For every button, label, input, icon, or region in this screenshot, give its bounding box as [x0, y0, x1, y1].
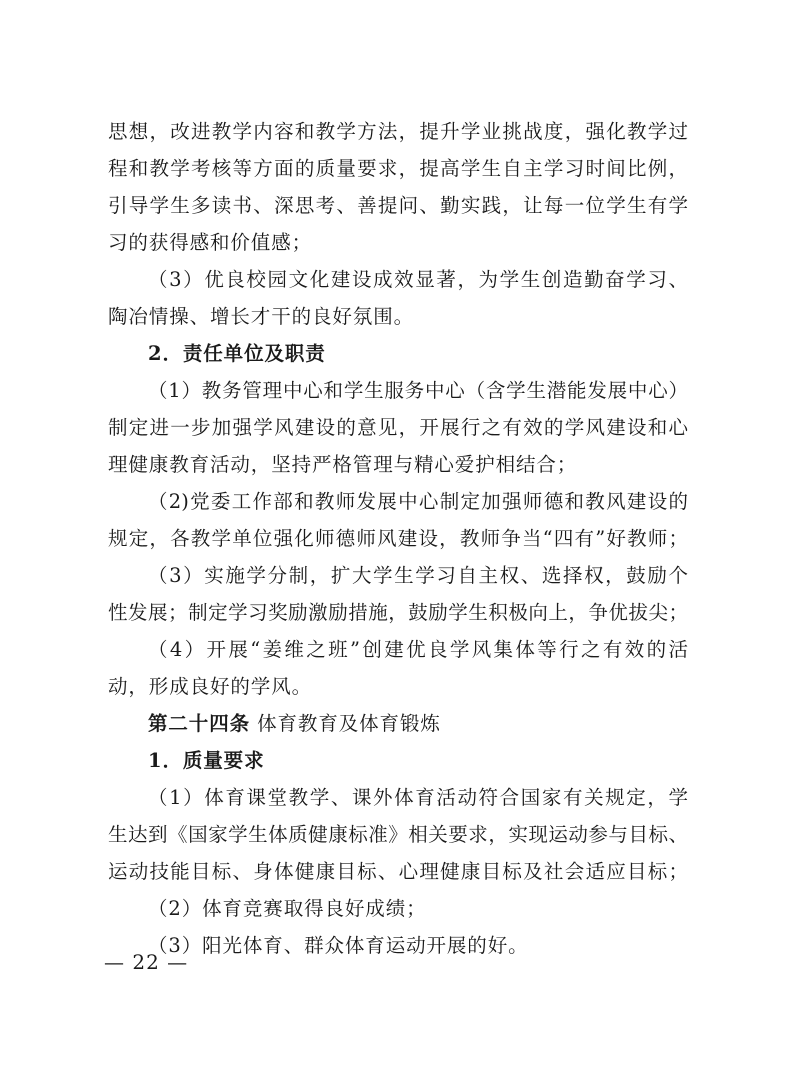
paragraph-line: 引导学生多读书、深思考、善提问、勤实践，让每一位学生有学	[108, 194, 688, 217]
paragraph-line: 动，形成良好的学风。	[108, 675, 313, 698]
paragraph-line: 程和教学考核等方面的质量要求，提高学生自主学习时间比例，	[108, 157, 688, 180]
section-heading: 2．责任单位及职责	[148, 342, 326, 365]
paragraph-line: 制定进一步加强学风建设的意见，开展行之有效的学风建设和心	[108, 416, 688, 439]
list-item-line: （1）教务管理中心和学生服务中心（含学生潜能发展中心）	[148, 379, 688, 402]
paragraph-line: 理健康教育活动，坚持严格管理与精心爱护相结合；	[108, 453, 578, 476]
paragraph-line: 陶冶情操、增长才干的良好氛围。	[108, 305, 415, 328]
paragraph-line: 规定，各教学单位强化师德师风建设，教师争当“四有”好教师；	[108, 527, 688, 550]
list-item-line: （3）阳光体育、群众体育运动开展的好。	[148, 934, 529, 957]
paragraph-line: 思想，改进教学内容和教学方法，提升学业挑战度，强化教学过	[108, 120, 688, 143]
paragraph-line: 性发展；制定学习奖励激励措施，鼓励学生积极向上，争优拔尖；	[108, 601, 688, 624]
list-item-line: （3）实施学分制，扩大学生学习自主权、选择权，鼓励个	[148, 564, 688, 587]
list-item-line: （4）开展“姜维之班”创建优良学风集体等行之有效的活	[148, 638, 688, 661]
article-number: 第二十四条	[148, 712, 251, 735]
paragraph-line: 习的获得感和价值感；	[108, 231, 313, 254]
list-item-line: （2)党委工作部和教师发展中心制定加强师德和教风建设的	[148, 490, 688, 513]
article-title: 体育教育及体育锻炼	[257, 712, 441, 735]
list-item-line: （2）体育竞赛取得良好成绩；	[148, 897, 427, 920]
page-number: — 22 —	[104, 950, 189, 974]
list-item-line: （1）体育课堂教学、课外体育活动符合国家有关规定，学	[148, 786, 688, 809]
article-heading	[148, 705, 728, 742]
paragraph-line: 运动技能目标、身体健康目标、心理健康目标及社会适应目标；	[108, 860, 688, 883]
paragraph-line: 生达到《国家学生体质健康标准》相关要求，实现运动参与目标、	[108, 823, 688, 846]
section-heading: 1．质量要求	[148, 749, 265, 772]
list-item-line: （3）优良校园文化建设成效显著，为学生创造勤奋学习、	[148, 268, 688, 291]
